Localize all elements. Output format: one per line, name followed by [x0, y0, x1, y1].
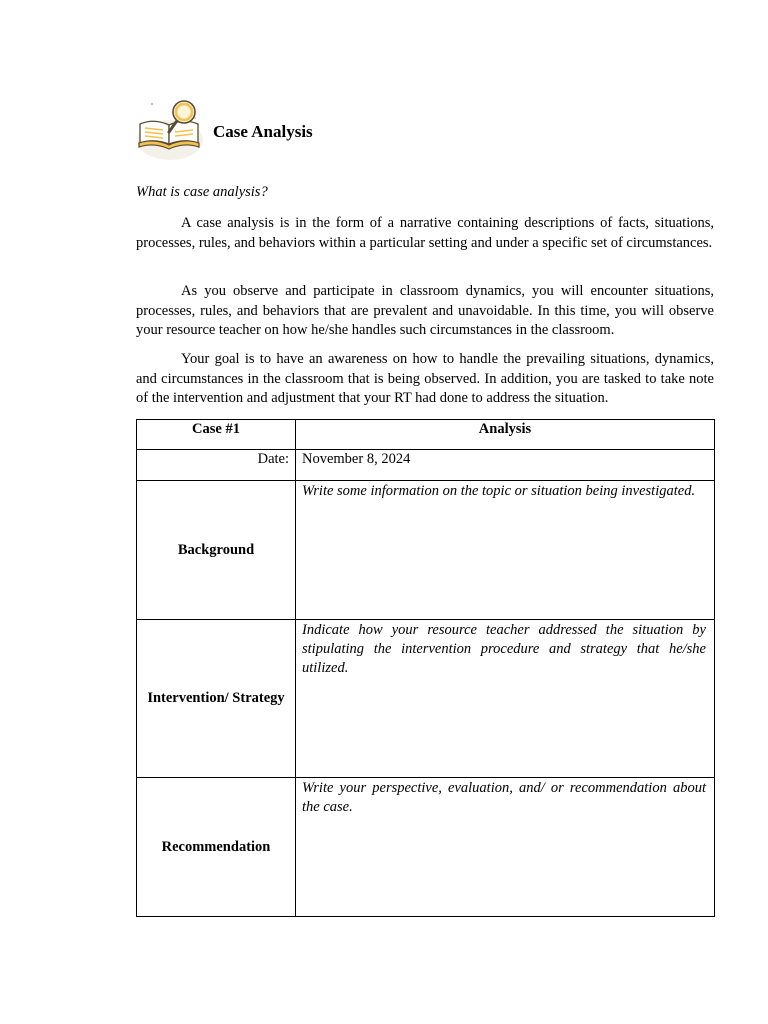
table-row-intervention — [137, 620, 715, 778]
open-book-magnifier-icon — [136, 94, 204, 162]
intro-paragraph: A case analysis is in the form of a narrative containing descriptions of facts, situations, processes, rules, and behaviors within a particular setting and under a specific set of circumstances. — [136, 215, 714, 251]
row-label-background: Background — [137, 481, 296, 620]
row-label-recommendation: Recommendation — [137, 778, 296, 917]
intervention-field[interactable]: Indicate how your resource teacher addressed the situation by stipulating the intervention procedure and strategy that he/she utilized. — [296, 620, 715, 778]
row-label-intervention: Intervention/ Strategy — [137, 620, 296, 778]
table-row-date — [137, 450, 715, 481]
document-header — [136, 94, 714, 164]
table-row-background — [137, 481, 715, 620]
page-title: Case Analysis — [213, 122, 313, 141]
section-question: What is case analysis? — [136, 184, 268, 200]
date-value[interactable]: November 8, 2024 — [296, 450, 715, 481]
header-case-number: Case #1 — [137, 420, 296, 450]
date-label: Date: — [137, 450, 296, 481]
recommendation-field[interactable]: Write your perspective, evaluation, and/ or recommendation about the case. — [296, 778, 715, 917]
intro-paragraph: Your goal is to have an awareness on how to handle the prevailing situations, dynamics, and circumstances in the classroom that is being observed. In addition, you are tasked to take note of the intervention and adjustment that your RT had done to address the situation. — [136, 351, 714, 406]
table-header-row — [137, 420, 715, 450]
case-analysis-table — [136, 419, 715, 917]
background-field[interactable]: Write some information on the topic or situation being investigated. — [296, 481, 715, 620]
intro-paragraph: As you observe and participate in classroom dynamics, you will encounter situations, processes, rules, and behaviors that are prevalent and unavoidable. In this time, you will observe your resource teacher on how he/she handles such circumstances in the classroom. — [136, 283, 714, 338]
header-analysis: Analysis — [296, 420, 715, 450]
table-row-recommendation — [137, 778, 715, 917]
